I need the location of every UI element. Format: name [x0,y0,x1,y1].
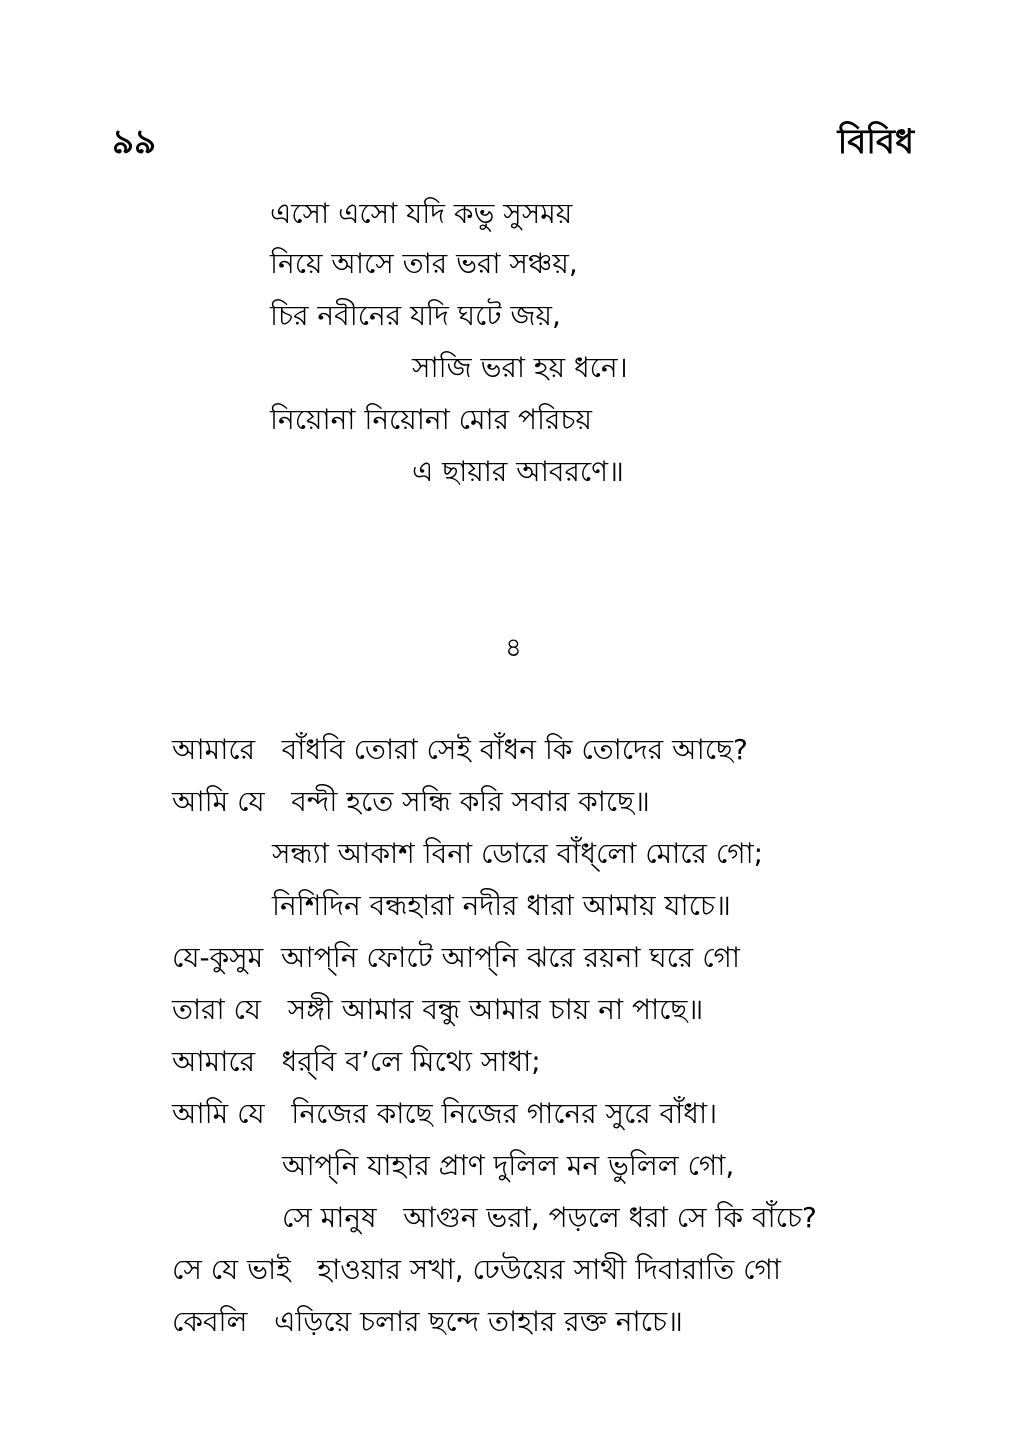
poem-line: সে যে ভাই হাওয়ার সখা, ঢেউয়ের সাথী দিবারাতি গো [172,1253,781,1286]
poem-line: নিয়ে আসে তার ভরা সঞ্চয়, [270,247,578,280]
poem-line: আমারে ধর্‌বি ব’লে মিথ্যে সাধা; [172,1045,541,1078]
poem-line: তারা যে সঙ্গী আমার বন্ধু আমার চায় না পাছে॥ [172,993,704,1026]
poem-line: আমারে বাঁধবি তোরা সেই বাঁধন কি তোদের আছে? [172,733,748,766]
poem-line: আপ্‌নি যাহার প্রাণ দুলিল মন ভুলিল গো, [282,1149,735,1182]
poem-line: যে-কুসুম আপ্‌নি ফোটে আপ্‌নি ঝরে রয়না ঘরে গো [172,941,741,974]
section-title: বিবিধ [837,122,914,162]
poem-line: সাজি ভরা হয় ধনে। [412,351,628,384]
poem-line: এ ছায়ার আবরণে॥ [412,455,624,488]
poem-line: সন্ধ্যা আকাশ বিনা ডোরে বাঁধ্‌লো মোরে গো; [272,837,764,870]
poem-line: আমি যে বন্দী হতে সন্ধি করি সবার কাছে॥ [172,785,650,818]
poem-line: আমি যে নিজের কাছে নিজের গানের সুরে বাঁধা। [172,1097,718,1130]
poem-line: সে মানুষ আগুন ভরা, পড়লে ধরা সে কি বাঁচে? [282,1201,817,1234]
poem-line: কেবলি এড়িয়ে চলার ছন্দে তাহার রক্ত নাচে॥ [172,1305,683,1338]
poem-line: নিয়োনা নিয়োনা মোর পরিচয় [270,403,592,436]
poem-line: নিশিদিন বন্ধহারা নদীর ধারা আমায় যাচে॥ [272,889,731,922]
poem-line: এসো এসো যদি কভু সুসময় [270,197,573,230]
page-number: ৯৯ [112,122,157,162]
song-number: ৪ [505,633,522,663]
poem-line: চির নবীনের যদি ঘটে জয়, [270,299,561,332]
